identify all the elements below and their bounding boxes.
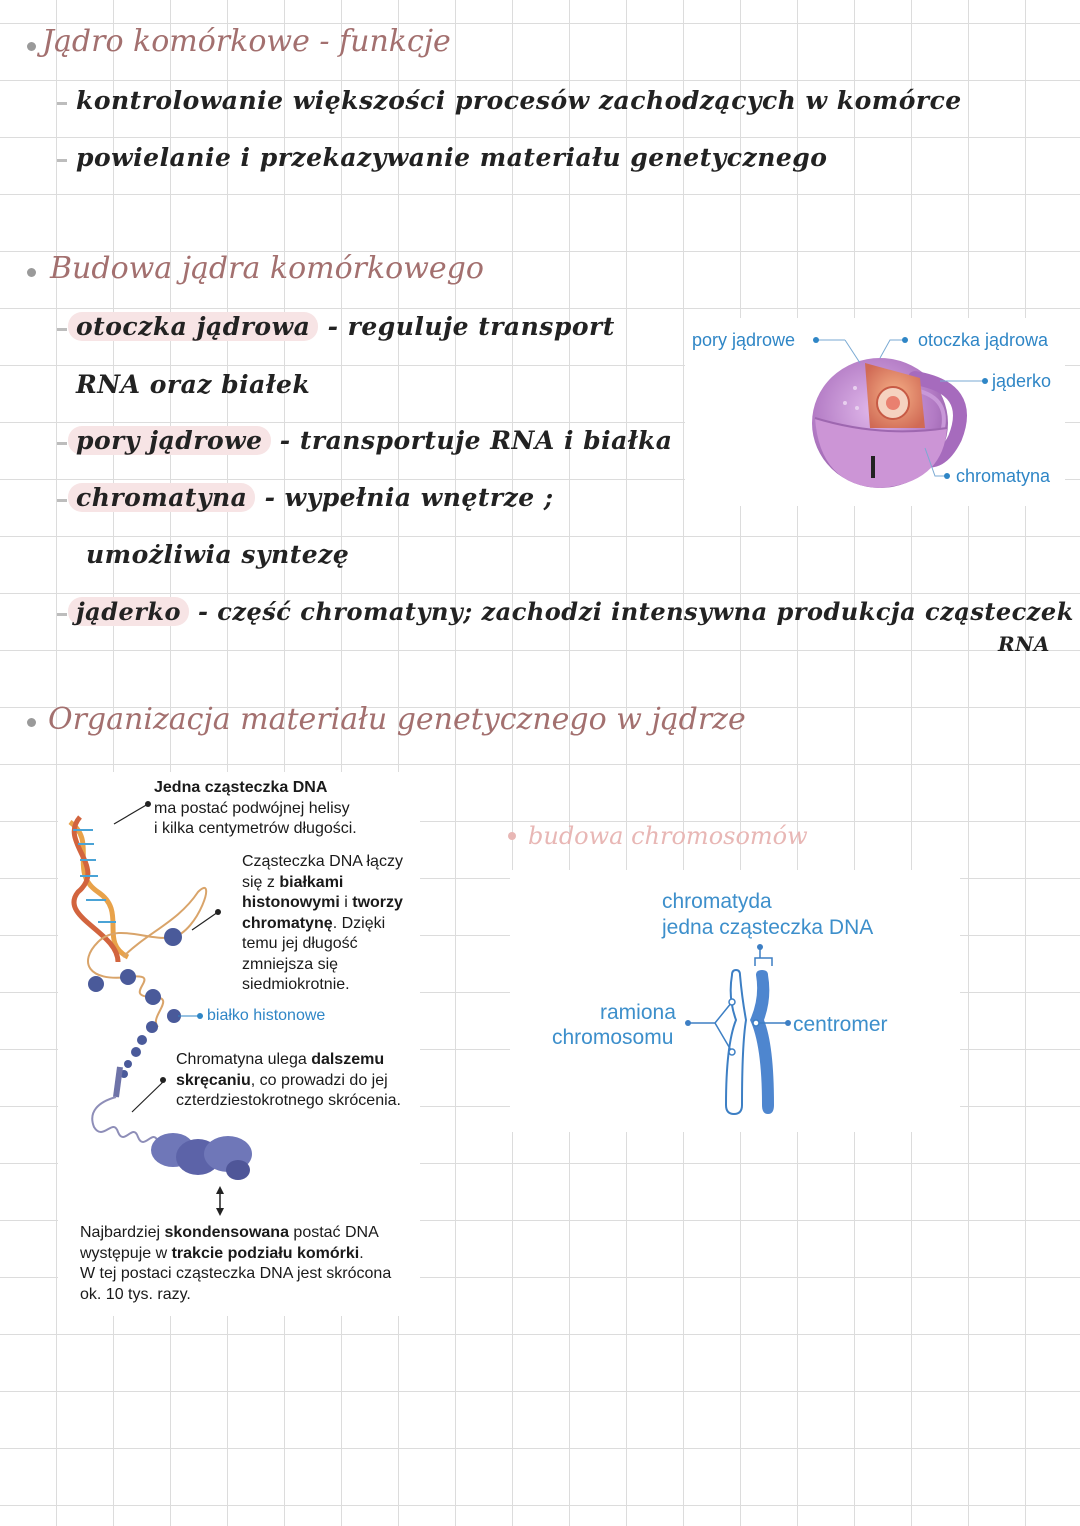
label-chromosomu: chromosomu: [552, 1026, 674, 1049]
section3-title: Organizacja materiału genetycznego w jądrze: [48, 702, 746, 737]
twist-2a: skręcaniu: [176, 1071, 251, 1089]
dash-icon: [57, 613, 67, 616]
bullet-icon: [27, 268, 36, 277]
otoczka-desc: - reguluje transport: [327, 312, 615, 341]
section1-title: Jądro komórkowe - funkcje: [42, 24, 451, 59]
cond-1c: postać DNA: [288, 1224, 379, 1241]
section1-item-2: powielanie i przekazywanie materiału genetycznego: [76, 143, 828, 172]
dna-line3: i kilka centymetrów długości.: [154, 820, 357, 837]
otoczka-term: otoczka jądrowa: [68, 312, 318, 341]
jaderko-line: [68, 597, 1074, 626]
chrom-line5: temu jej długość: [242, 935, 358, 952]
chrom-line7: siedmiokrotnie.: [242, 976, 350, 993]
label-jaderko: jąderko: [992, 371, 1052, 391]
label-pory: pory jądrowe: [692, 330, 796, 350]
bullet-icon: [27, 42, 36, 51]
chromatyna-term: chromatyna: [68, 483, 255, 512]
chrom-3c: tworzy: [352, 894, 403, 911]
jaderko-rna: RNA: [998, 632, 1050, 656]
cond-1b: skondensowana: [164, 1224, 289, 1241]
jaderko-desc: - część chromatyny; zachodzi intensywna produkcja cząsteczek: [197, 597, 1074, 626]
jaderko-term: jąderko: [68, 597, 189, 626]
label-jedna-czasteczka: jedna cząsteczka DNA: [662, 916, 874, 939]
label-centromer: centromer: [793, 1013, 888, 1036]
chrom-3b: i: [339, 894, 353, 911]
chromatyna-line: [68, 483, 554, 512]
chrom-3: histonowymi: [242, 894, 340, 911]
label-ramiona: ramiona: [600, 1001, 676, 1024]
chrom-2a: się z: [242, 873, 280, 891]
chrom-2b: białkami: [279, 873, 344, 891]
dash-icon: [57, 159, 67, 162]
dna-organization-figure: [58, 772, 420, 1316]
chromatyna-desc2: umożliwia syntezę: [86, 540, 350, 569]
condensed-desc: [80, 1223, 391, 1305]
chrom-line3: [242, 893, 403, 914]
bullet-icon: [27, 718, 36, 727]
dna-bold: Jedna cząsteczka DNA: [154, 779, 328, 796]
chromatin-desc: [242, 852, 403, 996]
otoczka-line: [68, 312, 615, 341]
twist-line3: czterdziestokrotnego skrócenia.: [176, 1092, 401, 1109]
cond-line4: ok. 10 tys. razy.: [80, 1285, 191, 1303]
chrom-4b: . Dzięki: [332, 914, 386, 932]
chrom-4: chromatynę: [242, 914, 333, 932]
dna-desc: [154, 778, 357, 840]
chrom-line4: [242, 914, 403, 935]
cond-2c: .: [359, 1244, 364, 1262]
label-histone: białko histonowe: [207, 1007, 326, 1024]
twist-2b: , co prowadzi do jej: [250, 1071, 388, 1089]
section1-item-1: kontrolowanie większości procesów zachodzących w komórce: [76, 86, 962, 115]
cond-line3: W tej postaci cząsteczka DNA jest skrócona: [80, 1265, 392, 1282]
twist-line1: [176, 1050, 401, 1071]
bullet-icon: [508, 832, 516, 840]
twist-line2: [176, 1071, 401, 1092]
nucleus-figure: [685, 318, 1065, 506]
dash-icon: [57, 102, 67, 105]
cond-1a: Najbardziej: [80, 1224, 165, 1241]
cond-2a: występuje w: [80, 1244, 172, 1262]
dash-icon: [57, 442, 67, 445]
label-chromatyna: chromatyna: [956, 466, 1051, 486]
chrom-line1: Cząsteczka DNA łączy: [242, 853, 403, 870]
section2-title: Budowa jądra komórkowego: [50, 251, 484, 286]
cond-line1: [80, 1223, 391, 1244]
chrom-line6: zmniejsza się: [242, 955, 339, 973]
cond-2b: trakcie podziału komórki: [171, 1244, 360, 1262]
twist-desc: [176, 1050, 401, 1112]
dash-icon: [57, 328, 67, 331]
pory-term: pory jądrowe: [68, 426, 271, 455]
pory-line: [68, 426, 672, 455]
dna-line2: ma postać podwójnej helisy: [154, 799, 350, 817]
cond-line2: [80, 1244, 391, 1265]
label-chromatyda: chromatyda: [662, 890, 772, 913]
chromosome-subtitle: budowa chromosomów: [528, 822, 808, 850]
twist-1a: Chromatyna ulega: [176, 1051, 312, 1068]
chromatyna-desc: - wypełnia wnętrze ;: [264, 483, 554, 512]
pory-desc: - transportuje RNA i białka: [279, 426, 673, 455]
chrom-line2: [242, 873, 403, 894]
label-otoczka: otoczka jądrowa: [918, 330, 1049, 350]
otoczka-desc2: RNA oraz białek: [76, 370, 311, 399]
chromosome-figure: [510, 870, 960, 1132]
twist-1b: dalszemu: [311, 1051, 385, 1068]
dash-icon: [57, 499, 67, 502]
